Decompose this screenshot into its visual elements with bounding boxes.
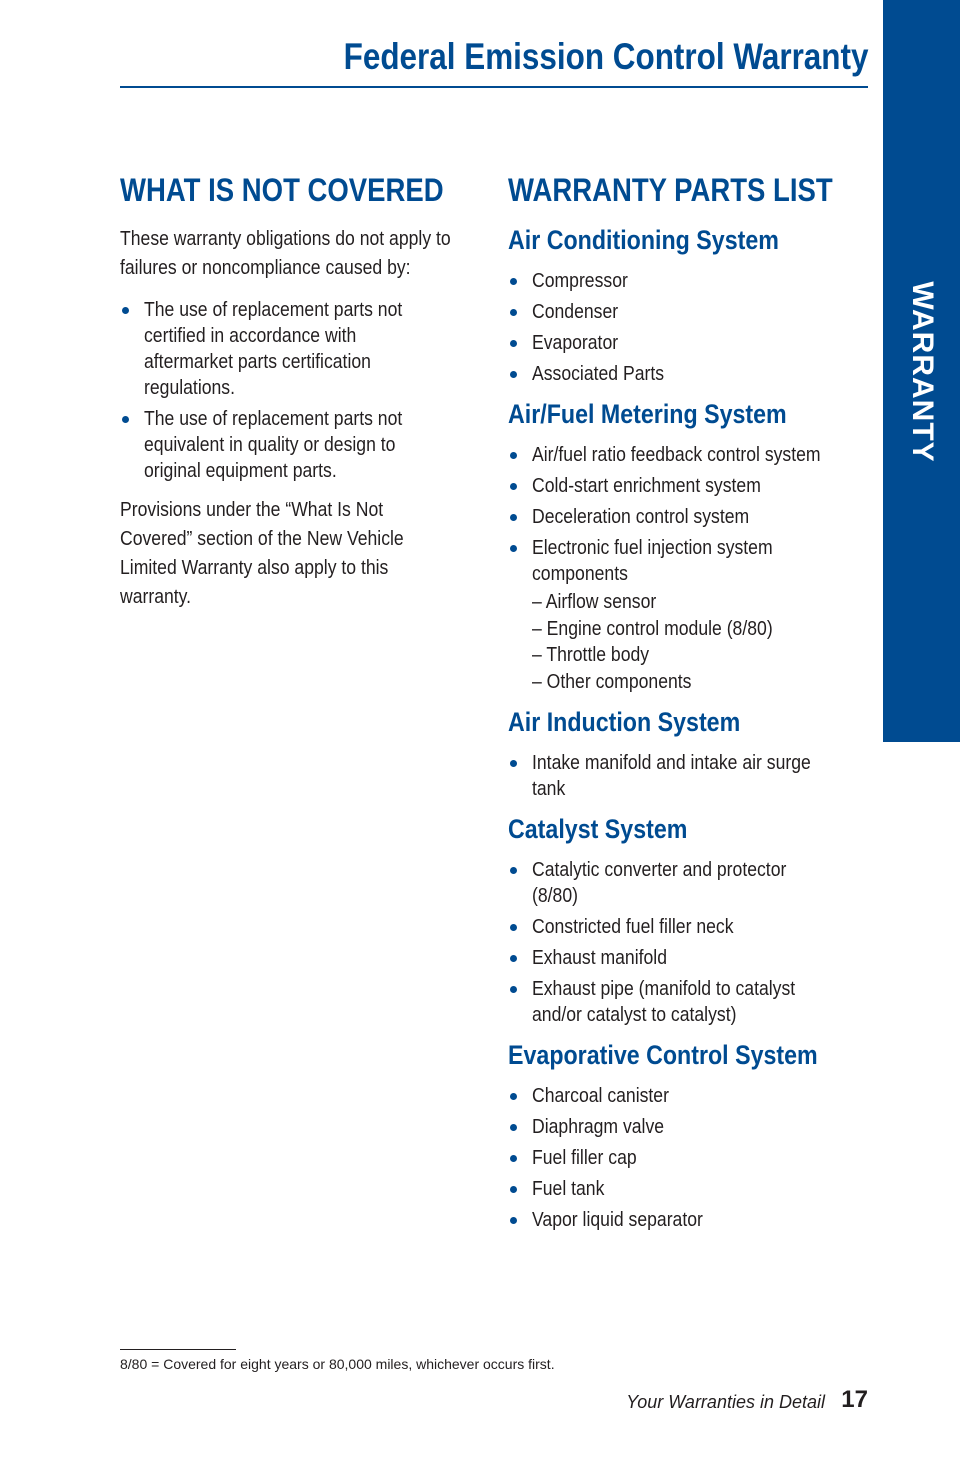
list-item: Compressor	[508, 268, 868, 294]
ac-system-title: Air Conditioning System	[508, 225, 779, 255]
list-item: Charcoal canister	[508, 1083, 868, 1109]
parts-list-title: WARRANTY PARTS LIST	[508, 172, 833, 208]
parts-list-section	[508, 172, 868, 1245]
list-item: Diaphragm valve	[508, 1114, 868, 1140]
footnote-rule	[120, 1349, 236, 1350]
list-item: Intake manifold and intake air surge tank	[508, 750, 868, 802]
bullet-icon	[510, 924, 517, 931]
footnote: 8/80 = Covered for eight years or 80,000 miles, whichever occurs first.	[120, 1356, 555, 1372]
list-item: Catalytic converter and protector (8/80)	[508, 857, 868, 909]
list-item: Vapor liquid separator	[508, 1207, 868, 1233]
induction-system-list	[508, 750, 868, 802]
bullet-icon	[510, 1217, 517, 1224]
bullet-icon	[510, 867, 517, 874]
list-item: Condenser	[508, 299, 868, 325]
fuel-injection-sublist	[532, 589, 868, 695]
not-covered-section	[120, 172, 490, 622]
list-item: Constricted fuel filler neck	[508, 914, 868, 940]
bullet-icon	[510, 545, 517, 552]
bullet-icon	[510, 760, 517, 767]
bullet-icon	[510, 452, 517, 459]
list-item: Deceleration control system	[508, 504, 868, 530]
bullet-icon	[122, 307, 129, 314]
bullet-icon	[510, 955, 517, 962]
not-covered-title: WHAT IS NOT COVERED	[120, 172, 444, 208]
catalyst-system-title: Catalyst System	[508, 814, 688, 844]
not-covered-list	[120, 297, 490, 484]
not-covered-provisions: Provisions under the “What Is Not Covered” section of the New Vehicle Limited Warranty also apply to this warranty.	[120, 499, 404, 608]
page-title: Federal Emission Control Warranty	[343, 36, 868, 77]
title-rule	[120, 86, 868, 88]
list-item: Associated Parts	[508, 361, 868, 387]
list-item: Fuel filler cap	[508, 1145, 868, 1171]
evap-system-list	[508, 1083, 868, 1233]
induction-system-title: Air Induction System	[508, 707, 741, 737]
list-item: Cold-start enrichment system	[508, 473, 868, 499]
bullet-icon	[510, 340, 517, 347]
list-item: Air/fuel ratio feedback control system	[508, 442, 868, 468]
bullet-icon	[510, 514, 517, 521]
sub-list-item: – Engine control module (8/80)	[532, 617, 773, 640]
bullet-icon	[510, 1093, 517, 1100]
list-item: Evaporator	[508, 330, 868, 356]
sub-list-item: – Throttle body	[532, 644, 650, 666]
bullet-icon	[510, 483, 517, 490]
bullet-icon	[510, 1155, 517, 1162]
sub-list-item: – Airflow sensor	[532, 591, 657, 613]
bullet-icon	[510, 371, 517, 378]
catalyst-system-list	[508, 857, 868, 1028]
side-tab-label: WARRANTY	[905, 281, 939, 463]
bullet-icon	[510, 986, 517, 993]
list-item: Fuel tank	[508, 1176, 868, 1202]
fuel-system-title: Air/Fuel Metering System	[508, 399, 787, 429]
list-item: The use of replacement parts not certified in accordance with aftermarket parts certification regulations.	[120, 297, 490, 401]
list-item: Electronic fuel injection system components – Airflow sensor – Engine control module (8/80) – Throttle body – Other components	[508, 535, 868, 695]
list-item: The use of replacement parts not equivalent in quality or design to original equipment parts.	[120, 406, 490, 484]
side-tab	[883, 0, 960, 742]
page-number: 17	[841, 1386, 868, 1413]
bullet-icon	[510, 1186, 517, 1193]
bullet-icon	[510, 278, 517, 285]
fuel-system-list	[508, 442, 868, 695]
bullet-icon	[510, 309, 517, 316]
list-item: Exhaust pipe (manifold to catalyst and/or catalyst to catalyst)	[508, 976, 868, 1028]
ac-system-list	[508, 268, 868, 387]
list-item: Exhaust manifold	[508, 945, 868, 971]
bullet-icon	[122, 416, 129, 423]
footer-text: Your Warranties in Detail	[626, 1392, 825, 1412]
evap-system-title: Evaporative Control System	[508, 1040, 818, 1070]
sub-list-item: – Other components	[532, 670, 692, 693]
not-covered-intro: These warranty obligations do not apply to failures or noncompliance caused by:	[120, 228, 451, 279]
bullet-icon	[510, 1124, 517, 1131]
